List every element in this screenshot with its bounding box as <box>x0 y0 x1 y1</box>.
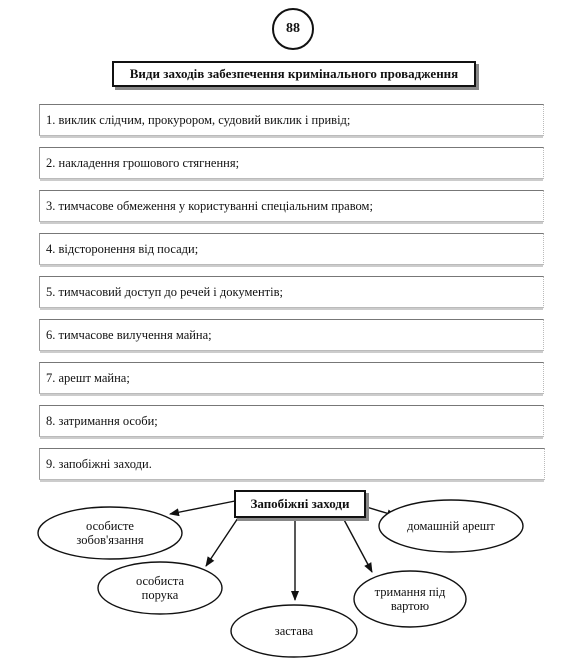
node-label-personal-obligation: особисте зобов'язання <box>76 519 144 547</box>
node-label-detention: тримання під вартою <box>374 585 446 613</box>
diagram-root-box: Запобіжні заходи <box>234 490 366 518</box>
measure-label: 2. накладення грошового стягнення; <box>46 155 240 170</box>
arrow-to-detention <box>342 516 372 572</box>
node-label-personal-guarantee: особиста порука <box>135 574 185 602</box>
measure-label: 4. відсторонення від посади; <box>46 241 199 256</box>
arrow-to-personal-obligation <box>170 500 240 514</box>
page-number: 88 <box>272 8 314 50</box>
page-title: Види заходів забезпечення кримінального провадження <box>112 61 476 87</box>
measure-label: 3. тимчасове обмеження у користуванні спеціальним правом; <box>46 198 373 213</box>
node-label-house-arrest: домашній арешт <box>407 519 495 533</box>
arrow-to-personal-guarantee <box>206 515 240 566</box>
measure-label: 8. затримання особи; <box>46 413 158 428</box>
measure-label: 7. арешт майна; <box>46 370 130 385</box>
measure-label: 9. запобіжні заходи. <box>46 456 152 471</box>
measure-label: 1. виклик слідчим, прокурором, судовий виклик і привід; <box>46 112 351 127</box>
measure-label: 6. тимчасове вилучення майна; <box>46 327 212 342</box>
node-label-bail: застава <box>274 624 314 638</box>
measure-label: 5. тимчасовий доступ до речей і документів; <box>46 284 283 299</box>
